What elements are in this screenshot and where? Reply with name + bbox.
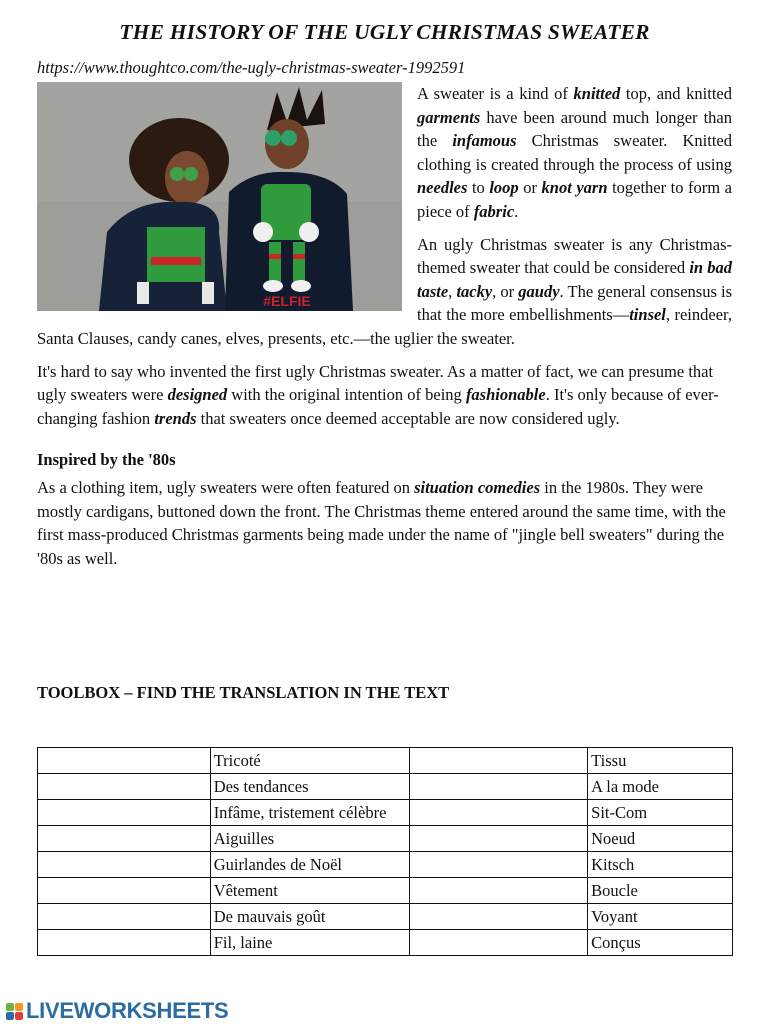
logo-wordmark: LIVEWORKSHEETS (26, 998, 229, 1023)
french-term-left: Aiguilles (210, 826, 410, 852)
french-term-right: A la mode (588, 774, 733, 800)
answer-field-right[interactable] (410, 852, 588, 878)
toolbox-title: TOOLBOX – FIND THE TRANSLATION IN THE TEXT (37, 683, 450, 702)
answer-field-left[interactable] (38, 826, 211, 852)
answer-field-right[interactable] (410, 748, 588, 774)
toolbox-table (37, 747, 733, 956)
answer-field-left[interactable] (38, 852, 211, 878)
answer-field-right[interactable] (410, 826, 588, 852)
answer-field-right[interactable] (410, 878, 588, 904)
page-title: THE HISTORY OF THE UGLY CHRISTMAS SWEATER (119, 20, 650, 44)
french-term-right: Conçus (588, 930, 733, 956)
french-term-right: Noeud (588, 826, 733, 852)
source-url: https://www.thoughtco.com/the-ugly-christmas-sweater-1992591 (37, 58, 466, 77)
toolbox-row (38, 774, 733, 800)
paragraph-2: An ugly Christmas sweater is any Christmas-themed sweater that could be considered in bad taste, tacky, or gaudy. The general consensus is that the more embellishments—tinsel, reindeer, Santa Clauses, candy canes, elves, presents, etc.—the uglier the sweater. (37, 234, 733, 348)
answer-field-left[interactable] (38, 748, 211, 774)
french-term-left: Des tendances (210, 774, 410, 800)
toolbox-row (38, 826, 733, 852)
french-term-right: Voyant (588, 904, 733, 930)
french-term-right: Kitsch (588, 852, 733, 878)
french-term-left: Vêtement (210, 878, 410, 904)
toolbox-row (38, 800, 733, 826)
answer-field-right[interactable] (410, 800, 588, 826)
french-term-left: Guirlandes de Noël (210, 852, 410, 878)
answer-field-right[interactable] (410, 774, 588, 800)
paragraph-3: It's hard to say who invented the first ugly Christmas sweater. As a matter of fact, we can presume that ugly sweaters were designed with the original intention of being fashionable. It's only because of ever-changing fashion trends that sweaters once deemed acceptable are now considered ugly. (37, 361, 719, 428)
french-term-left: Tricoté (210, 748, 410, 774)
liveworksheets-logo (6, 998, 228, 1024)
toolbox-row (38, 878, 733, 904)
answer-field-left[interactable] (38, 904, 211, 930)
answer-field-left[interactable] (38, 800, 211, 826)
toolbox-row (38, 904, 733, 930)
answer-field-left[interactable] (38, 930, 211, 956)
logo-mark-icon (6, 1003, 23, 1020)
paragraph-1: A sweater is a kind of knitted top, and knitted garments have been around much longer than the infamous Christmas sweater. Knitted clothing is created through the process of using needles to loop or knot yarn together to form a piece of fabric. (417, 84, 732, 221)
toolbox-row (38, 748, 733, 774)
paragraph-4: As a clothing item, ugly sweaters were often featured on situation comedies in the 1980s. They were mostly cardigans, buttoned down the front. The Christmas theme entered around the same time, with the first mass-produced Christmas garments being made under the name of "jingle bell sweaters" during the '80s as well. (37, 477, 726, 568)
french-term-left: De mauvais goût (210, 904, 410, 930)
answer-field-right[interactable] (410, 904, 588, 930)
answer-field-left[interactable] (38, 774, 211, 800)
french-term-right: Boucle (588, 878, 733, 904)
toolbox-row (38, 852, 733, 878)
answer-field-left[interactable] (38, 878, 211, 904)
sweater-print: #ELFIE (263, 293, 311, 309)
toolbox-row (38, 930, 733, 956)
french-term-right: Tissu (588, 748, 733, 774)
section-heading: Inspired by the '80s (37, 450, 176, 470)
answer-field-right[interactable] (410, 930, 588, 956)
article-body (37, 82, 732, 579)
french-term-right: Sit-Com (588, 800, 733, 826)
french-term-left: Fil, laine (210, 930, 410, 956)
french-term-left: Infâme, tristement célèbre (210, 800, 410, 826)
